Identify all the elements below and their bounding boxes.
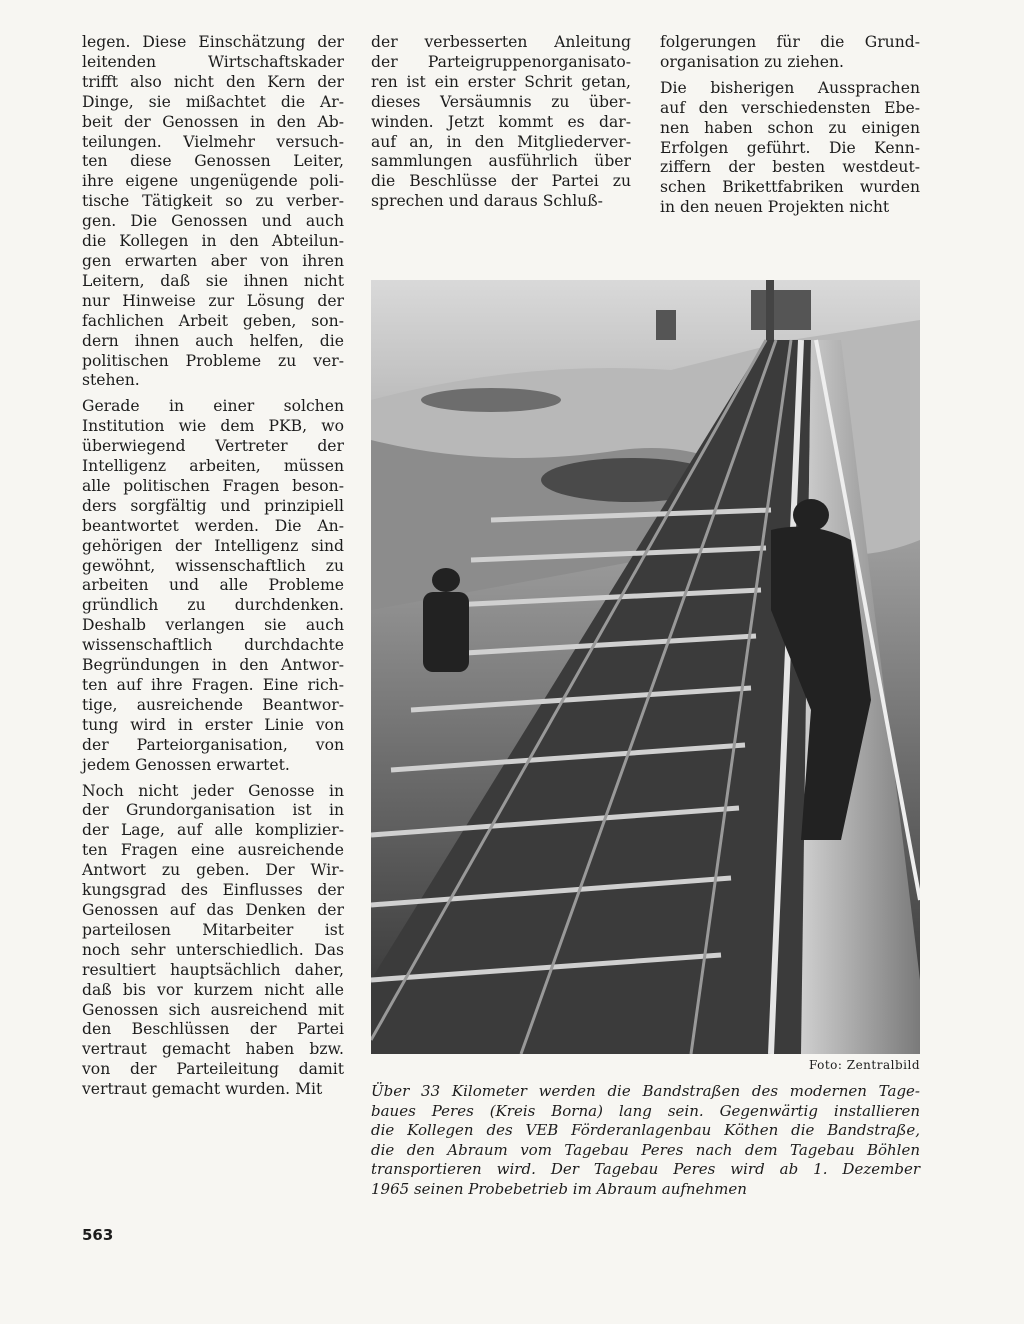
caption-line: transportieren wird. Der Tagebau Peres wird ab 1. Dezember [371,1160,920,1179]
text-line: auf den verschiedensten Ebe- [660,98,920,117]
text-line: noch sehr unterschiedlich. Das [82,940,344,959]
text-line: Dinge, sie mißachtet die Ar- [82,92,344,111]
text-line: trifft also nicht den Kern der [82,72,344,91]
text-line: gen erwarten aber von ihren [82,251,344,270]
text-line: fachlichen Arbeit geben, son- [82,311,344,330]
text-line: Gerade in einer solchen [82,397,344,416]
text-line: vertraut gemacht haben bzw. [82,1040,344,1059]
text-line: Deshalb verlangen sie auch [82,616,344,635]
text-line: der Parteigruppenorganisato- [371,52,631,71]
paragraph [82,33,344,391]
text-column-3 [660,33,920,218]
text-line: sprechen und daraus Schluß- [371,192,603,211]
text-line: folgerungen für die Grund- [660,33,920,51]
text-line: ten diese Genossen Leiter, [82,152,344,171]
text-line: gehörigen der Intelligenz sind [82,536,344,555]
text-line: winden. Jetzt kommt es dar- [371,112,631,131]
text-line: ziffern der besten westdeut- [660,158,920,177]
conveyor-belt-photo [371,280,920,1054]
text-line: nen haben schon zu einigen [660,118,920,137]
text-line: Noch nicht jeder Genosse in [82,781,344,800]
caption-line: baues Peres (Kreis Borna) lang sein. Gegenwärtig installieren [371,1101,920,1120]
text-line: parteilosen Mitarbeiter ist [82,920,344,939]
photo-caption [371,1082,920,1200]
text-line: gen. Die Genossen und auch [82,212,344,231]
text-line: auf an, in den Mitgliederver- [371,132,631,151]
text-line: alle politischen Fragen beson- [82,476,344,495]
text-line: Genossen sich ausreichend mit [82,1000,344,1019]
text-line: die Beschlüsse der Partei zu [371,172,631,191]
text-line: tige, ausreichende Beantwor- [82,695,344,714]
text-line: gründlich zu durchdenken. [82,596,344,615]
text-line: dern ihnen auch helfen, die [82,331,344,350]
text-column-1 [82,33,344,1100]
text-line: leitenden Wirtschaftskader [82,52,344,71]
text-line: teilungen. Vielmehr versuch- [82,132,344,151]
paragraph [371,33,631,212]
text-line: ihre eigene ungenügende poli- [82,172,344,191]
photo-credit: Foto: Zentralbild [808,1058,920,1072]
text-line: daß bis vor kurzem nicht alle [82,980,344,999]
text-line: von der Parteileitung damit [82,1060,344,1079]
text-line: Institution wie dem PKB, wo [82,417,344,436]
paragraph [82,397,344,775]
text-line: ten Fragen eine ausreichende [82,841,344,860]
photo-illustration [371,280,920,1054]
text-line: der verbesserten Anleitung [371,33,631,51]
text-line: tung wird in erster Linie von [82,715,344,734]
text-line: ten auf ihre Fragen. Eine rich- [82,676,344,694]
text-line: beantwortet werden. Die An- [82,516,344,535]
paragraph [82,782,344,1101]
text-line: Begründungen in den Antwor- [82,656,344,675]
text-line: Antwort zu geben. Der Wir- [82,861,344,880]
text-line: wissenschaftlich durchdachte [82,636,344,655]
text-line: gewöhnt, wissenschaftlich zu [82,556,344,575]
text-line: Leitern, daß sie ihnen nicht [82,271,344,290]
text-line: beit der Genossen in den Ab- [82,112,344,131]
text-line: ders sorgfältig und prinzipiell [82,496,344,515]
caption-line: Über 33 Kilometer werden die Bandstraßen des modernen Tage- [371,1082,920,1100]
text-line: der Lage, auf alle komplizier- [82,821,344,840]
text-line: Genossen auf das Denken der [82,900,344,919]
text-line: in den neuen Projekten nicht [660,198,890,217]
text-line: ren ist ein erster Schrit getan, [371,72,631,91]
text-line: Erfolgen geführt. Die Kenn- [660,138,920,157]
text-column-2 [371,33,631,212]
text-line: die Kollegen in den Abteilun- [82,232,344,251]
text-line: legen. Diese Einschätzung der [82,33,344,51]
text-line: Die bisherigen Aussprachen [660,78,920,97]
text-line: organisation zu ziehen. [660,52,845,71]
text-line: der Grundorganisation ist in [82,801,344,820]
text-line: resultiert hauptsächlich daher, [82,960,344,979]
text-line: nur Hinweise zur Lösung der [82,291,344,310]
text-line: dieses Versäumnis zu über- [371,92,631,111]
page-number: 563 [82,1226,114,1244]
paragraph [660,33,920,73]
text-line: politischen Probleme zu ver- [82,351,344,370]
paragraph [660,79,920,218]
text-line: den Beschlüssen der Partei [82,1020,344,1039]
text-line: jedem Genossen erwartet. [82,755,290,774]
caption-line: die den Abraum vom Tagebau Peres nach dem Tagebau Böhlen [371,1140,920,1159]
caption-line: 1965 seinen Probebetrieb im Abraum aufnehmen [371,1179,747,1198]
text-line: der Parteiorganisation, von [82,735,344,754]
text-line: kungsgrad des Einflusses der [82,881,344,900]
text-line: schen Brikettfabriken wurden [660,178,920,197]
text-line: tische Tätigkeit so zu verber- [82,192,344,211]
text-line: stehen. [82,371,140,390]
caption-line: die Kollegen des VEB Förderanlagenbau Köthen die Bandstraße, [371,1121,920,1140]
text-line: überwiegend Vertreter der [82,437,344,456]
text-line: arbeiten und alle Probleme [82,576,344,595]
text-line: vertraut gemacht wurden. Mit [82,1080,323,1099]
text-line: Intelligenz arbeiten, müssen [82,457,344,476]
text-line: sammlungen ausführlich über [371,152,631,171]
